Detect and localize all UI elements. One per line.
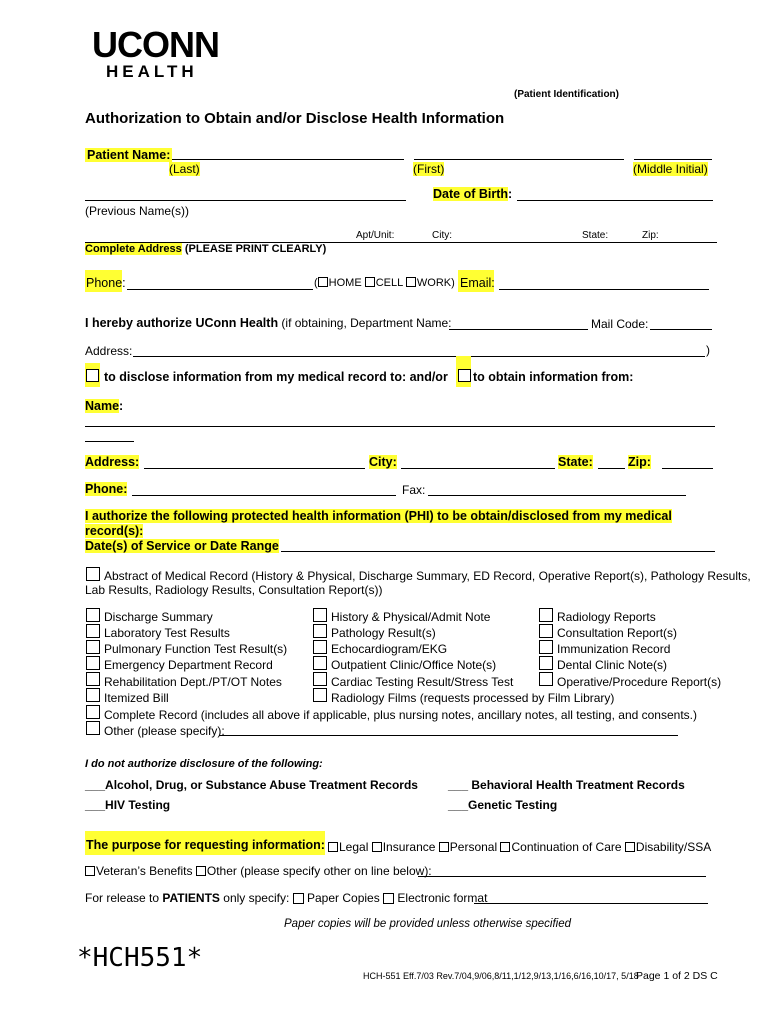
recipient-name-field-2[interactable] <box>85 441 134 442</box>
phone-label: Phone: <box>86 276 126 290</box>
phone-field[interactable] <box>127 289 313 290</box>
checkbox-complete-record[interactable] <box>86 705 100 719</box>
electronic-format-field[interactable] <box>474 903 708 904</box>
continuation-checkbox[interactable] <box>500 842 510 852</box>
checkbox-emergency[interactable] <box>86 656 100 670</box>
checkbox-rehab[interactable] <box>86 672 100 686</box>
behavioral-option[interactable]: ___ Behavioral Health Treatment Records <box>448 778 685 792</box>
checkbox-operative[interactable] <box>539 672 553 686</box>
patient-name-label: Patient Name: <box>87 148 171 162</box>
state-caption: State: <box>582 230 609 241</box>
mail-code-field[interactable] <box>650 329 712 330</box>
label-complete-record: Complete Record (includes all above if applicable, plus nursing notes, ancillary notes, all testing, and consents.) <box>104 708 697 722</box>
authorize-line: I hereby authorize UConn Health (if obtaining, Department Name: <box>85 316 452 330</box>
label-consultation: Consultation Report(s) <box>557 626 678 640</box>
recipient-fax-field[interactable] <box>428 495 686 496</box>
checkbox-immunization[interactable] <box>539 640 553 654</box>
checkbox-history-physical[interactable] <box>313 608 327 622</box>
label-immunization: Immunization Record <box>557 642 671 656</box>
previous-names-caption: (Previous Name(s)) <box>85 204 190 218</box>
mail-code-label: Mail Code: <box>591 317 649 331</box>
electronic-format-checkbox[interactable] <box>383 893 394 904</box>
label-rehab: Rehabilitation Dept./PT/OT Notes <box>104 675 282 689</box>
last-caption: (Last) <box>169 162 200 176</box>
logo-health: HEALTH <box>106 62 198 81</box>
legal-checkbox[interactable] <box>328 842 338 852</box>
home-checkbox[interactable] <box>318 277 328 287</box>
abstract-text-line2: Lab Results, Radiology Results, Consultation Report(s)) <box>85 583 383 597</box>
label-radiology-reports: Radiology Reports <box>557 610 656 624</box>
insurance-checkbox[interactable] <box>372 842 382 852</box>
phi-heading-line1: I authorize the following protected health information (PHI) to be obtain/disclosed from my medical <box>85 509 672 523</box>
phi-heading-line2: record(s): <box>85 524 144 538</box>
checkbox-discharge-summary[interactable] <box>86 608 100 622</box>
zip-caption: Zip: <box>642 230 659 241</box>
purpose-label: The purpose for requesting information: <box>86 838 325 852</box>
checkbox-consultation[interactable] <box>539 624 553 638</box>
purpose-other-field[interactable] <box>418 876 706 877</box>
checkbox-echo[interactable] <box>313 640 327 654</box>
label-echo: Echocardiogram/EKG <box>331 642 448 656</box>
abstract-text-line1: Abstract of Medical Record (History & Physical, Discharge Summary, ED Record, Operative Report(s), Pathology Results, <box>104 569 751 583</box>
veterans-checkbox[interactable] <box>85 866 95 876</box>
label-outpatient: Outpatient Clinic/Office Note(s) <box>331 658 497 672</box>
previous-names-field[interactable] <box>85 200 406 201</box>
city-caption: City: <box>432 230 452 241</box>
recipient-state-field[interactable] <box>598 468 625 469</box>
page-number: Page 1 of 2 DS C <box>636 970 718 982</box>
hiv-option[interactable]: ___HIV Testing <box>85 798 171 812</box>
alcohol-option[interactable]: ___Alcohol, Drug, or Substance Abuse Treatment Records <box>85 778 418 792</box>
recipient-address-field[interactable] <box>144 468 365 469</box>
release-to-patients: For release to PATIENTS only specify: Paper Copies Electronic format <box>85 891 488 905</box>
address-close-paren: ) <box>706 343 710 357</box>
middle-initial-field[interactable] <box>634 159 712 160</box>
authorize-address-field[interactable] <box>133 356 705 357</box>
checkbox-pulmonary[interactable] <box>86 640 100 654</box>
department-name-field[interactable] <box>449 329 588 330</box>
recipient-name-label: Name: <box>85 399 124 413</box>
checkbox-itemized-bill[interactable] <box>86 688 100 702</box>
recipient-city-label: City: <box>369 455 397 469</box>
page-title: Authorization to Obtain and/or Disclose Health Information <box>85 110 505 127</box>
recipient-zip-field[interactable] <box>662 468 713 469</box>
disability-checkbox[interactable] <box>625 842 635 852</box>
disclose-checkbox[interactable] <box>86 369 99 382</box>
phone-type-options: ( HOME CELL WORK) <box>314 277 455 289</box>
work-checkbox[interactable] <box>406 277 416 287</box>
not-authorize-heading: I do not authorize disclosure of the following: <box>85 758 323 770</box>
checkbox-radiology-films[interactable] <box>313 688 327 702</box>
checkbox-lab-results[interactable] <box>86 624 100 638</box>
recipient-phone-label: Phone: <box>85 482 128 496</box>
purpose-other-checkbox[interactable] <box>196 866 206 876</box>
recipient-phone-field[interactable] <box>132 495 396 496</box>
label-dental: Dental Clinic Note(s) <box>557 658 668 672</box>
recipient-city-field[interactable] <box>401 468 555 469</box>
checkbox-cardiac[interactable] <box>313 672 327 686</box>
paper-copies-checkbox[interactable] <box>293 893 304 904</box>
purpose-options: Legal Insurance Personal Continuation of Care Disability/SSA <box>328 840 711 854</box>
personal-checkbox[interactable] <box>439 842 449 852</box>
email-label: Email: <box>460 276 495 290</box>
label-lab-results: Laboratory Test Results <box>104 626 230 640</box>
form-barcode-text: *HCH551* <box>77 943 203 973</box>
label-history-physical: History & Physical/Admit Note <box>331 610 491 624</box>
apt-caption: Apt/Unit: <box>356 230 395 241</box>
recipient-zip-label: Zip: <box>628 455 651 469</box>
disclose-text: to disclose information from my medical record to: and/or <box>104 370 448 384</box>
checkbox-radiology-reports[interactable] <box>539 608 553 622</box>
label-pathology: Pathology Result(s) <box>331 626 436 640</box>
label-emergency: Emergency Department Record <box>104 658 273 672</box>
first-caption: (First) <box>413 162 445 176</box>
abstract-checkbox[interactable] <box>86 567 100 581</box>
recipient-fax-label: Fax: <box>402 483 426 497</box>
patient-identification: (Patient Identification) <box>514 89 619 100</box>
form-revision: HCH-551 Eff.7/03 Rev.7/04,9/06,8/11,1/12,9/13,1/16,6/16,10/17, 5/18 <box>363 971 639 981</box>
label-itemized-bill: Itemized Bill <box>104 691 169 705</box>
recipient-state-label: State: <box>558 455 593 469</box>
authorize-address-label: Address: <box>85 344 133 358</box>
obtain-checkbox[interactable] <box>458 369 471 382</box>
checkbox-dental[interactable] <box>539 656 553 670</box>
email-field[interactable] <box>499 289 709 290</box>
label-other: Other (please specify): <box>104 724 225 738</box>
checkbox-outpatient[interactable] <box>313 656 327 670</box>
first-name-field[interactable] <box>414 159 624 160</box>
checkbox-pathology[interactable] <box>313 624 327 638</box>
label-cardiac: Cardiac Testing Result/Stress Test <box>331 675 514 689</box>
genetic-option[interactable]: ___Genetic Testing <box>448 798 558 812</box>
checkbox-other[interactable] <box>86 721 100 735</box>
cell-checkbox[interactable] <box>365 277 375 287</box>
label-operative: Operative/Procedure Report(s) <box>557 675 722 689</box>
recipient-address-label: Address: <box>85 455 140 469</box>
complete-address-label: Complete Address (PLEASE PRINT CLEARLY) <box>85 243 327 255</box>
dob-label: Date of Birth: <box>433 187 513 201</box>
label-discharge-summary: Discharge Summary <box>104 610 213 624</box>
obtain-text: to obtain information from: <box>473 370 634 384</box>
logo-uconn: UCONN <box>92 24 219 65</box>
recipient-name-field[interactable] <box>85 426 715 427</box>
purpose-options-row2: Veteran’s Benefits Other (please specify other on line below): <box>85 864 432 878</box>
middle-caption: (Middle Initial) <box>633 162 708 176</box>
dates-of-service-label: Date(s) of Service or Date Range <box>85 539 279 553</box>
last-name-field[interactable] <box>172 159 404 160</box>
label-pulmonary: Pulmonary Function Test Result(s) <box>104 642 288 656</box>
label-radiology-films: Radiology Films (requests processed by Film Library) <box>331 691 615 705</box>
dates-of-service-field[interactable] <box>281 551 715 552</box>
dob-field[interactable] <box>517 200 713 201</box>
other-specify-field[interactable] <box>219 735 678 736</box>
paper-copies-note: Paper copies will be provided unless otherwise specified <box>284 918 572 930</box>
